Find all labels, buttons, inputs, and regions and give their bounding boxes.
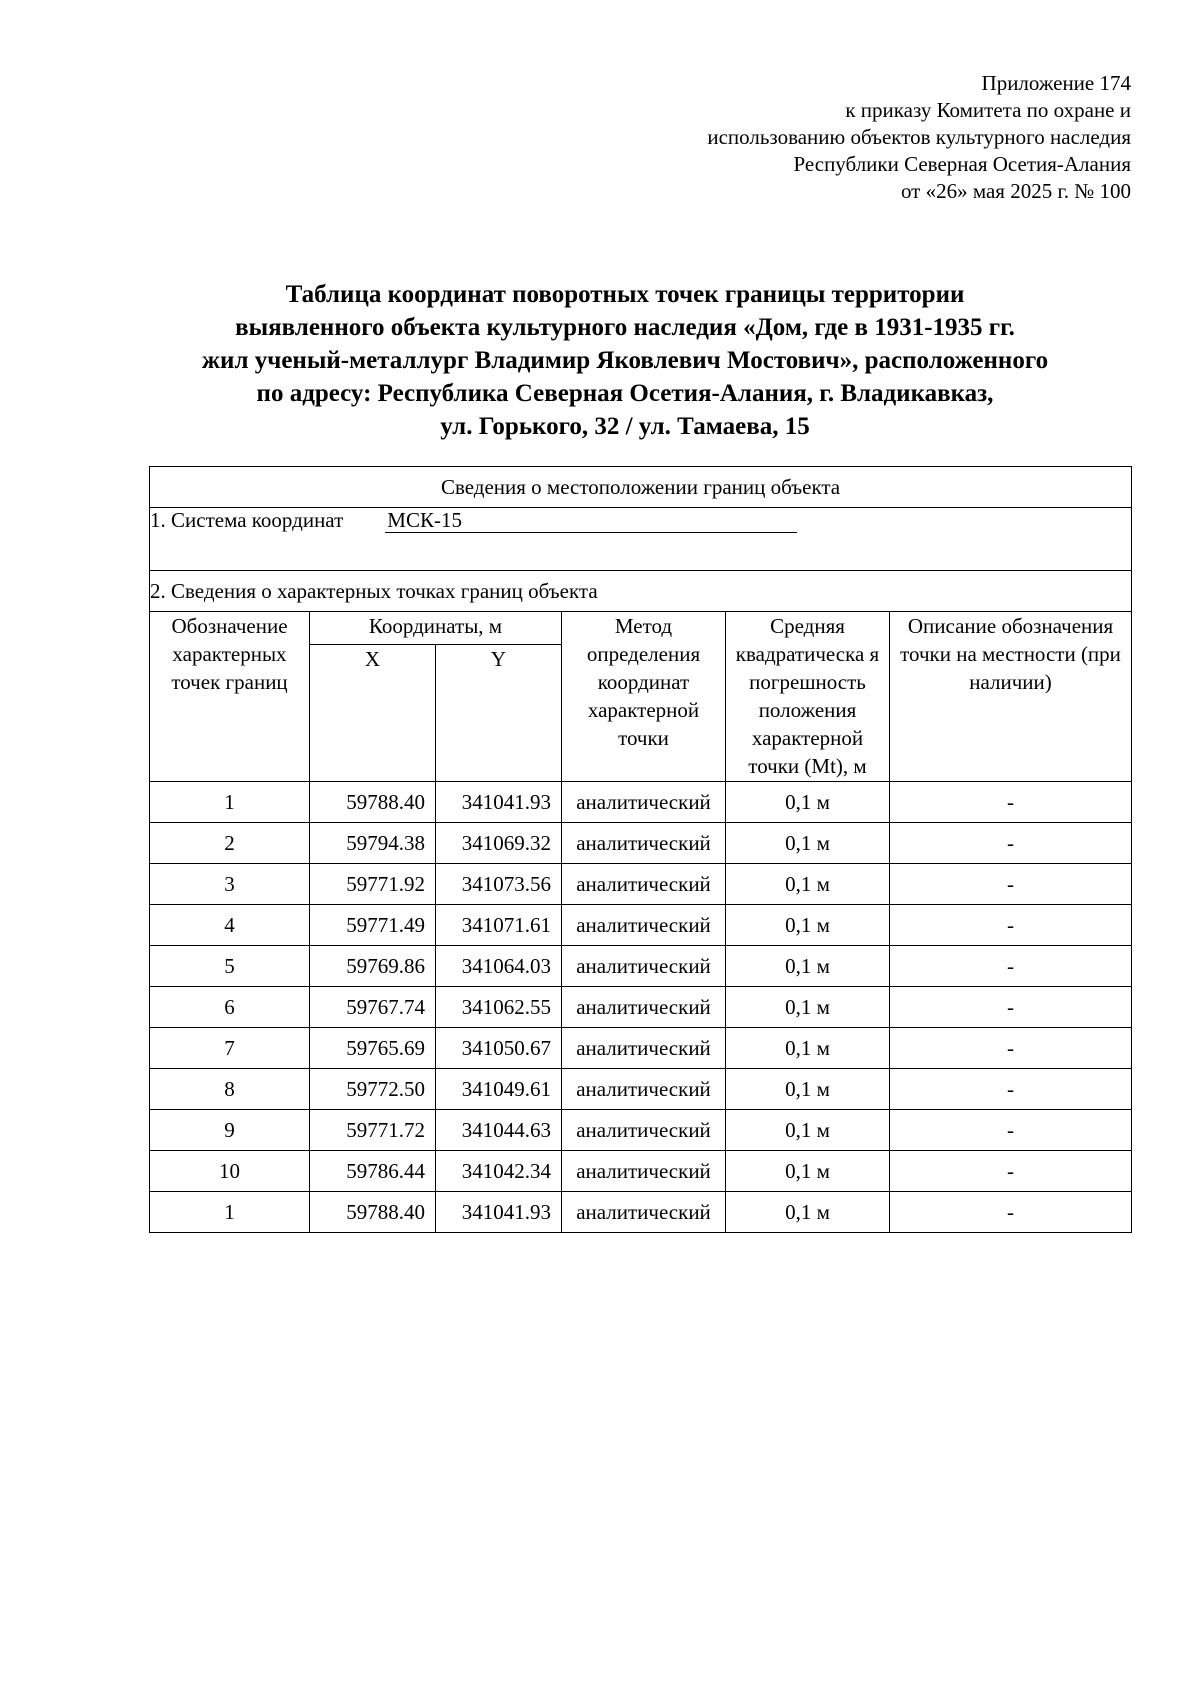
- table-row: [150, 823, 1132, 864]
- document-title: [130, 278, 1120, 443]
- coordinate-system-value: МСК-15: [385, 508, 797, 533]
- title-line: жил ученый-металлург Владимир Яковлевич Мостович», расположенного: [201, 347, 1049, 374]
- x-cell: 59788.40: [310, 782, 436, 823]
- col-header-x: X: [310, 645, 436, 782]
- x-cell: 59771.92: [310, 864, 436, 905]
- table-row: [150, 1110, 1132, 1151]
- table-row: [150, 1192, 1132, 1233]
- col-header-error: Средняя квадратическа я погрешность положения характерной точки (Mt), м: [726, 612, 890, 782]
- x-cell: 59765.69: [310, 1028, 436, 1069]
- title-line: выявленного объекта культурного наследия «Дом, где в 1931-1935 гг.: [235, 314, 1015, 341]
- point-cell: 1: [150, 1192, 310, 1233]
- x-cell: 59769.86: [310, 946, 436, 987]
- method-cell: аналитический: [562, 823, 726, 864]
- error-cell: 0,1 м: [726, 905, 890, 946]
- x-cell: 59786.44: [310, 1151, 436, 1192]
- y-cell: 341073.56: [436, 864, 562, 905]
- error-cell: 0,1 м: [726, 987, 890, 1028]
- y-cell: 341071.61: [436, 905, 562, 946]
- title-line: по адресу: Республика Северная Осетия-Алания, г. Владикавказ,: [256, 380, 994, 407]
- point-cell: 5: [150, 946, 310, 987]
- method-cell: аналитический: [562, 987, 726, 1028]
- point-cell: 7: [150, 1028, 310, 1069]
- y-cell: 341041.93: [436, 782, 562, 823]
- col-header-description: Описание обозначения точки на местности (при наличии): [890, 612, 1132, 782]
- table-row: [150, 1028, 1132, 1069]
- method-cell: аналитический: [562, 864, 726, 905]
- method-cell: аналитический: [562, 1028, 726, 1069]
- method-cell: аналитический: [562, 946, 726, 987]
- y-cell: 341049.61: [436, 1069, 562, 1110]
- point-cell: 3: [150, 864, 310, 905]
- y-cell: 341050.67: [436, 1028, 562, 1069]
- description-cell: -: [890, 1151, 1132, 1192]
- table-row: [150, 946, 1132, 987]
- point-cell: 10: [150, 1151, 310, 1192]
- col-header-designation: Обозначение характерных точек границ: [150, 612, 310, 782]
- x-cell: 59771.49: [310, 905, 436, 946]
- table-row: [150, 1069, 1132, 1110]
- title-line: ул. Горького, 32 / ул. Тамаева, 15: [440, 413, 810, 440]
- appendix-line: к приказу Комитета по охране и: [845, 98, 1131, 122]
- error-cell: 0,1 м: [726, 946, 890, 987]
- description-cell: -: [890, 782, 1132, 823]
- y-cell: 341069.32: [436, 823, 562, 864]
- error-cell: 0,1 м: [726, 1028, 890, 1069]
- col-header-y: Y: [436, 645, 562, 782]
- table-row: [150, 905, 1132, 946]
- x-cell: 59772.50: [310, 1069, 436, 1110]
- error-cell: 0,1 м: [726, 864, 890, 905]
- description-cell: -: [890, 823, 1132, 864]
- appendix-header: [431, 70, 1131, 205]
- col-header-method: Метод определения координат характерной точки: [562, 612, 726, 782]
- error-cell: 0,1 м: [726, 1151, 890, 1192]
- table-row: [150, 987, 1132, 1028]
- y-cell: 341041.93: [436, 1192, 562, 1233]
- x-cell: 59767.74: [310, 987, 436, 1028]
- x-cell: 59771.72: [310, 1110, 436, 1151]
- coordinate-system-label: 1. Система координат: [150, 508, 344, 532]
- y-cell: 341062.55: [436, 987, 562, 1028]
- method-cell: аналитический: [562, 1151, 726, 1192]
- col-header-coordinates: Координаты, м: [310, 612, 562, 645]
- table-caption: Сведения о местоположении границ объекта: [150, 467, 1132, 508]
- description-cell: -: [890, 1028, 1132, 1069]
- x-cell: 59788.40: [310, 1192, 436, 1233]
- method-cell: аналитический: [562, 1069, 726, 1110]
- point-cell: 2: [150, 823, 310, 864]
- coordinates-table: [149, 466, 1132, 1233]
- description-cell: -: [890, 864, 1132, 905]
- y-cell: 341042.34: [436, 1151, 562, 1192]
- appendix-line: от «26» мая 2025 г. № 100: [900, 179, 1131, 203]
- point-cell: 8: [150, 1069, 310, 1110]
- point-cell: 9: [150, 1110, 310, 1151]
- x-cell: 59794.38: [310, 823, 436, 864]
- description-cell: -: [890, 946, 1132, 987]
- point-cell: 6: [150, 987, 310, 1028]
- error-cell: 0,1 м: [726, 1192, 890, 1233]
- error-cell: 0,1 м: [726, 782, 890, 823]
- appendix-line: использованию объектов культурного наследия: [707, 125, 1131, 149]
- table-row: [150, 782, 1132, 823]
- coordinate-system-cell: [150, 508, 1132, 571]
- description-cell: -: [890, 1069, 1132, 1110]
- method-cell: аналитический: [562, 1110, 726, 1151]
- y-cell: 341044.63: [436, 1110, 562, 1151]
- description-cell: -: [890, 987, 1132, 1028]
- method-cell: аналитический: [562, 905, 726, 946]
- appendix-line: Республики Северная Осетия-Алания: [793, 152, 1131, 176]
- table-row: [150, 1151, 1132, 1192]
- description-cell: -: [890, 1110, 1132, 1151]
- error-cell: 0,1 м: [726, 1069, 890, 1110]
- table-row: [150, 864, 1132, 905]
- description-cell: -: [890, 905, 1132, 946]
- appendix-line: Приложение 174: [981, 71, 1131, 95]
- error-cell: 0,1 м: [726, 823, 890, 864]
- point-cell: 4: [150, 905, 310, 946]
- title-line: Таблица координат поворотных точек границы территории: [285, 281, 965, 308]
- error-cell: 0,1 м: [726, 1110, 890, 1151]
- description-cell: -: [890, 1192, 1132, 1233]
- section-label: 2. Сведения о характерных точках границ объекта: [150, 571, 1132, 612]
- method-cell: аналитический: [562, 1192, 726, 1233]
- method-cell: аналитический: [562, 782, 726, 823]
- point-cell: 1: [150, 782, 310, 823]
- y-cell: 341064.03: [436, 946, 562, 987]
